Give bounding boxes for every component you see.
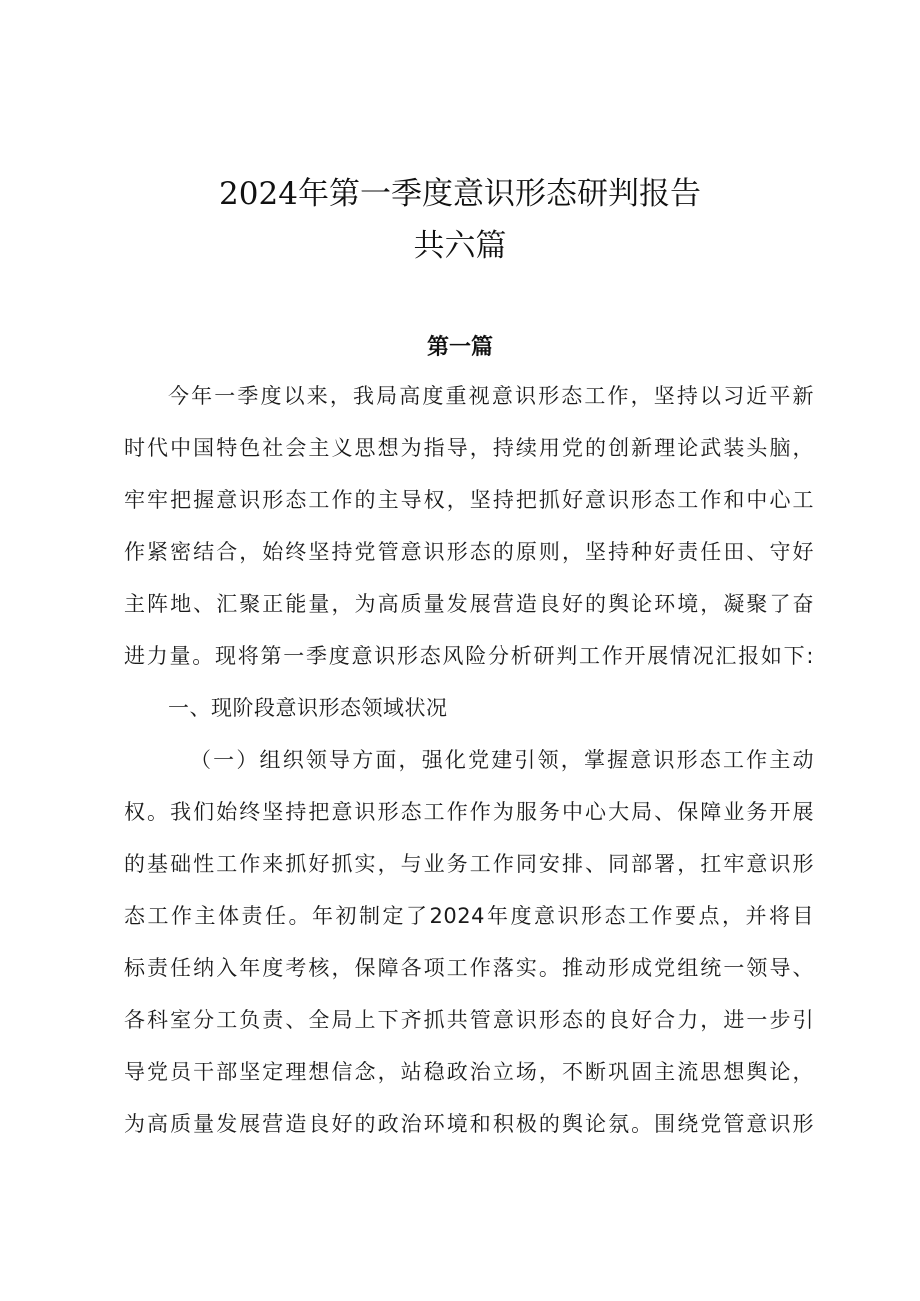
paragraph-2-line: 权。我们始终坚持把意识形态工作作为服务中心大局、保障业务开展 [124,800,814,824]
paragraph-1-line: 进力量。现将第一季度意识形态风险分析研判工作开展情况汇报如下: [124,644,814,668]
paragraph-2-line: 为高质量发展营造良好的政治环境和积极的舆论氛。围绕党管意识形 [124,1112,814,1136]
paragraph-1-line: 作紧密结合，始终坚持党管意识形态的原则，坚持种好责任田、守好 [124,540,814,564]
paragraph-2-line: 各科室分工负责、全局上下齐抓共管意识形态的良好合力，进一步引 [124,1008,814,1032]
paragraph-1-line: 主阵地、汇聚正能量，为高质量发展营造良好的舆论环境，凝聚了奋 [124,592,814,616]
section-heading: 第一篇 [426,335,493,360]
paragraph-1-line: 牢牢把握意识形态工作的主导权，坚持把抓好意识形态工作和中心工 [124,488,814,512]
paragraph-1-line: 时代中国特色社会主义思想为指导，持续用党的创新理论武装头脑， [124,436,814,460]
body-text [124,376,814,1156]
paragraph-2-line: 导党员干部坚定理想信念，站稳政治立场，不断巩固主流思想舆论， [124,1060,814,1084]
document-title: 2024年第一季度意识形态研判报告 [219,176,701,212]
paragraph-2-line: （一）组织领导方面，强化党建引领，掌握意识形态工作主动 [190,748,814,772]
heading-one: 一、现阶段意识形态领域状况 [168,696,448,720]
paragraph-2-line: 态工作主体责任。年初制定了2024年度意识形态工作要点，并将目 [124,904,814,928]
paragraph-2-line: 标责任纳入年度考核，保障各项工作落实。推动形成党组统一领导、 [124,956,814,980]
document-subtitle: 共六篇 [413,228,507,264]
paragraph-2-line: 的基础性工作来抓好抓实，与业务工作同安排、同部署，扛牢意识形 [124,852,814,876]
paragraph-1-line: 今年一季度以来，我局高度重视意识形态工作，坚持以习近平新 [168,384,814,408]
